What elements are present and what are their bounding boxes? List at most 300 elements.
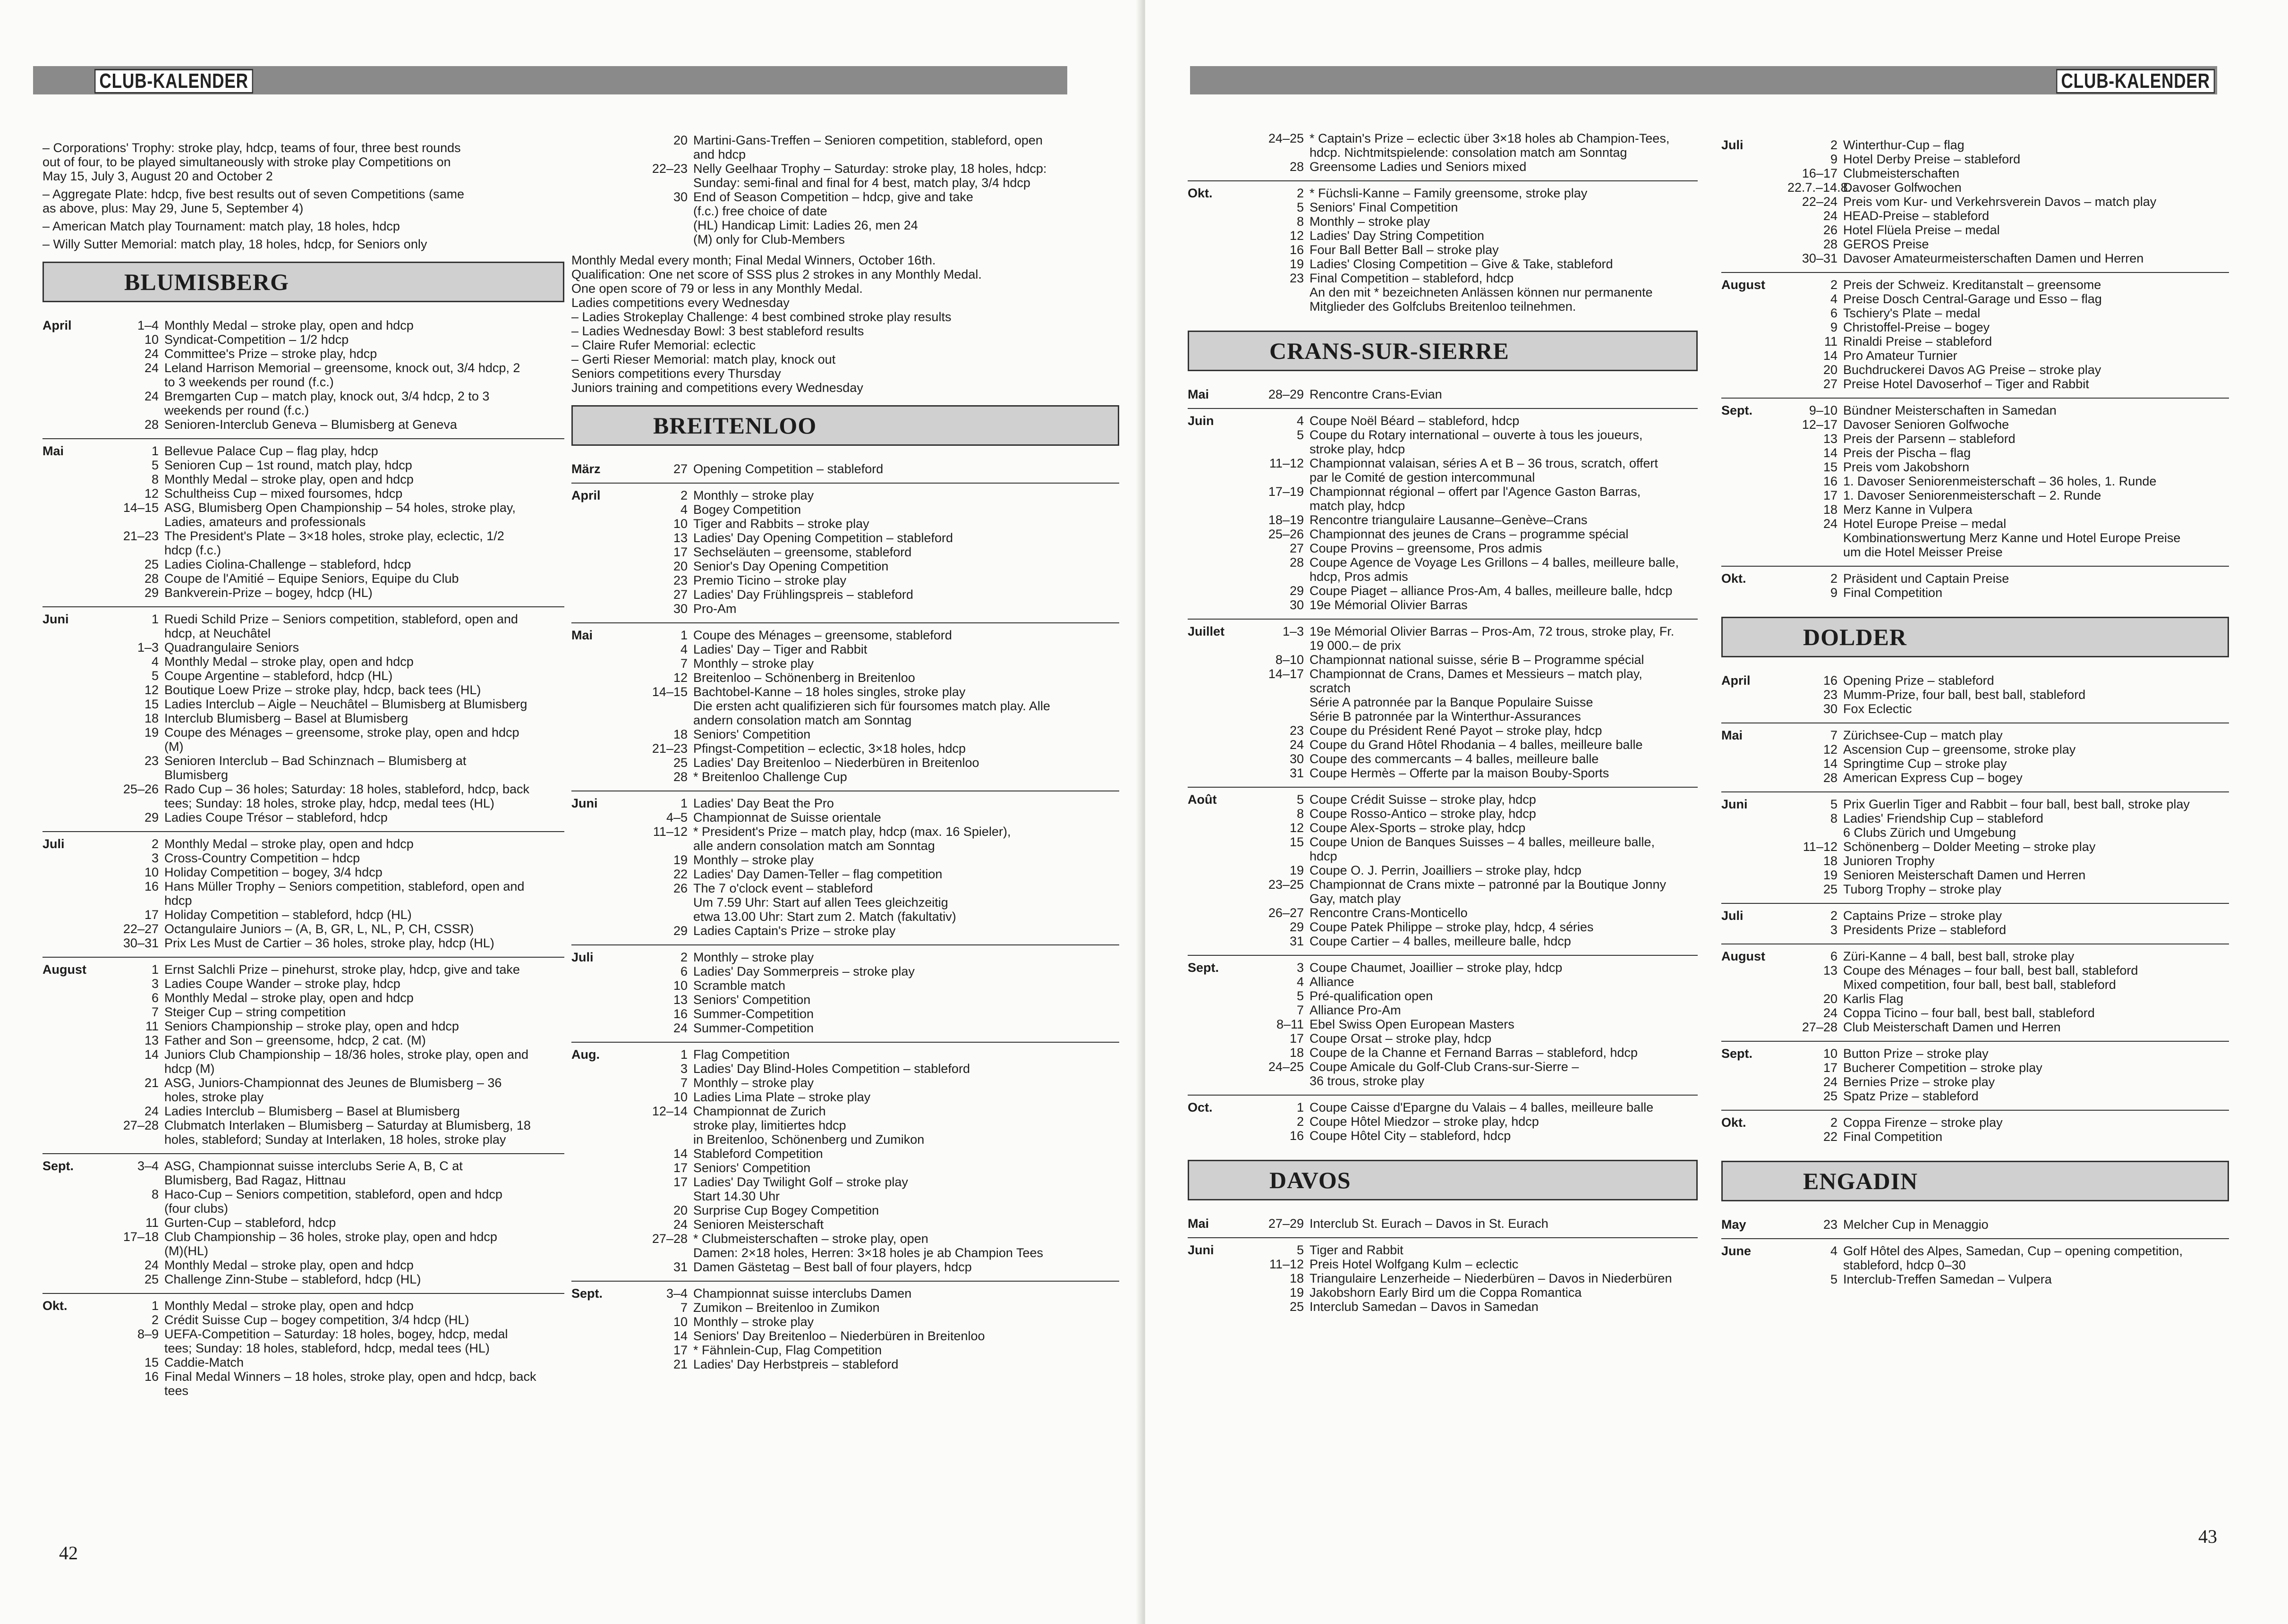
entry-date: 17 (1823, 488, 1837, 502)
entry (1787, 1020, 2229, 1034)
entry (1254, 243, 1698, 257)
entry-text: Championnat national suisse, série B – Programme spécial (1310, 653, 1644, 667)
entry (109, 1272, 564, 1286)
entries (109, 612, 564, 825)
entry (109, 865, 564, 879)
entry-text: Mumm-Prize, four ball, best ball, stableford (1843, 688, 2086, 702)
entry (109, 725, 564, 754)
notes: Monthly Medal every month; Final Medal Winners, October 16th. Qualification: One net score of SSS plus 2 strokes in any Monthly Medal. One open score of 79 or less in any Monthly Medal. Ladies competitions every Wednesday – Ladies Strokeplay Challenge: 4 best combined stroke play results – Ladies Wednesday Bowl: 3 best stableford results – Claire Rufer Memorial: eclectic – Gerti Rieser Memorial: match play, knock out Seniors competitions every Thursday Juniors training and competitions every Wednesday (571, 253, 982, 395)
entry-date: 17 (1823, 1061, 1837, 1075)
entry-text: Bachtobel-Kanne – 18 holes singles, stroke play Die ersten acht qualifizieren sich für foursomes match play. Alle andern consolation match am Sonntag (693, 685, 1050, 727)
entries (638, 1286, 1119, 1371)
entry (1787, 403, 2229, 417)
entry-date: 11 (1824, 334, 1837, 349)
month-row (1188, 961, 1698, 1088)
entry-text: Final Competition – stableford, hdcp An den mit * bezeichneten Anlässen können nur permanente Mitglieder des Golfclubs Breitenloo teilnehmen. (1310, 271, 1653, 314)
entry-text: Prix Guerlin Tiger and Rabbit – four ball, best ball, stroke play (1843, 797, 2190, 811)
entry (638, 1315, 1119, 1329)
entry (1787, 571, 2229, 586)
entry-date: 14–15 (123, 501, 159, 515)
entry (1254, 271, 1698, 314)
month-label: August (1721, 949, 1765, 963)
entry-text: Buchdruckerei Davos AG Preise – stroke play (1843, 363, 2101, 377)
entry (638, 1357, 1119, 1371)
entry-date: 30 (673, 190, 688, 204)
entry-text: Ladies Interclub – Aigle – Neuchâtel – Blumisberg at Blumisberg (164, 697, 527, 711)
entry-text: Championnat de Crans, Dames et Messieurs – match play, scratch Série A patronnée par la Banque Populaire Suisse Série B patronnée par la Winterthur-Assurances (1310, 667, 1642, 723)
entry (1254, 598, 1698, 612)
entry-text: Hotel Flüela Preise – medal (1843, 223, 2000, 237)
entry (109, 936, 564, 950)
entry (638, 796, 1119, 810)
month-block (571, 484, 1119, 623)
entry-text: Senior's Day Opening Competition (693, 559, 889, 573)
entry (638, 756, 1119, 770)
entry (109, 1104, 564, 1118)
entry-text: Bucherer Competition – stroke play (1843, 1061, 2042, 1075)
club-section (1721, 617, 2229, 1150)
left-page (0, 0, 1143, 1624)
month-label: Mai (43, 444, 64, 458)
month-label: Sept. (1188, 961, 1219, 975)
entry-date: 28 (144, 571, 159, 586)
entry (638, 545, 1119, 559)
entry-text: Coupe Provins – greensome, Pros admis (1310, 541, 1542, 555)
entry-date: 18 (144, 711, 159, 725)
entry-text: * Fähnlein-Cup, Flag Competition (693, 1343, 882, 1357)
entry-text: Tschiery's Plate – medal (1843, 306, 1981, 320)
entry-text: Züri-Kanne – 4 ball, best ball, stroke play (1843, 949, 2075, 963)
entry-date: 24 (144, 389, 159, 403)
entry (1787, 909, 2229, 923)
entries (109, 962, 564, 1147)
entry-text: Presidents Prize – stableford (1843, 923, 2007, 937)
entry (109, 1076, 564, 1104)
month-label: Sept. (571, 1286, 603, 1301)
entries (1787, 571, 2229, 600)
entries (1787, 797, 2229, 896)
entry-text: * Breitenloo Challenge Cup (693, 770, 847, 784)
entry-text: Davoser Senioren Golfwoche (1843, 417, 2009, 432)
entry-date: 1 (1296, 1100, 1304, 1114)
month-row (43, 962, 564, 1147)
entry (109, 361, 564, 389)
entry (1787, 502, 2229, 517)
entry-text: Seniors' Competition (693, 993, 811, 1007)
entry (1787, 1046, 2229, 1061)
month-block (571, 945, 1119, 1043)
entry-date: 2 (151, 837, 159, 851)
entry-text: Club Meisterschaft Damen und Herren (1843, 1020, 2061, 1034)
entry (638, 727, 1119, 741)
entry-text: Button Prize – stroke play (1843, 1046, 1989, 1061)
entry-text: Coupe Rosso-Antico – stroke play, hdcp (1310, 807, 1536, 821)
entry-date: 5 (1296, 792, 1304, 807)
entry-text: UEFA-Competition – Saturday: 18 holes, bogey, hdcp, medal tees; Sunday: 18 holes, stableford, hdcp, medal tees (HL) (164, 1327, 508, 1355)
entry-text: 19e Mémorial Olivier Barras – Pros-Am, 72 trous, stroke play, Fr. 19 000.– de prix (1310, 624, 1675, 653)
month-block (1188, 1238, 1698, 1320)
entry-date: 23 (1823, 1217, 1837, 1232)
month-block (571, 623, 1119, 791)
entry (1787, 152, 2229, 166)
entry (1254, 934, 1698, 948)
entry (1787, 1130, 2229, 1144)
entry-text: Pro-Am (693, 602, 737, 616)
entry (109, 810, 564, 825)
entry-text: Prix Les Must de Cartier – 36 holes, stroke play, hdcp (HL) (164, 936, 494, 950)
entry-date: 22.7.–14.8. (1787, 180, 1852, 195)
entry-text: 1. Davoser Seniorenmeisterschaft – 2. Runde (1843, 488, 2101, 502)
entry-text: Senioren Cup – 1st round, match play, hdcp (164, 458, 412, 472)
entry-date: 16 (144, 1369, 159, 1384)
entry (109, 683, 564, 697)
entry-text: Schultheiss Cup – mixed foursomes, hdcp (164, 486, 403, 501)
entry-text: Ascension Cup – greensome, stroke play (1843, 742, 2076, 757)
entry-text: Monthly Medal – stroke play, open and hdcp (164, 318, 414, 332)
entry-date: 19 (673, 853, 688, 867)
right-page (1145, 0, 2288, 1624)
entry-text: Hans Müller Trophy – Seniors competition, stableford, open and hdcp (164, 879, 525, 908)
entries (1787, 1244, 2229, 1286)
entry-text: Monthly – stroke play (693, 1076, 814, 1090)
entry (1254, 1271, 1698, 1285)
entry-text: Ladies' Day Breitenloo – Niederbüren in Breitenloo (693, 756, 979, 770)
entry-text: Coupe Patek Philippe – stroke play, hdcp, 4 séries (1310, 920, 1594, 934)
club-title: BREITENLOO (571, 405, 1119, 446)
entry (1254, 229, 1698, 243)
club-title: CRANS-SUR-SIERRE (1188, 331, 1698, 371)
entry (638, 993, 1119, 1007)
entry-text: Interclub Samedan – Davos in Samedan (1310, 1300, 1539, 1314)
entry (1787, 278, 2229, 292)
entry-text: Ladies' Day String Competition (1310, 229, 1484, 243)
entry (638, 531, 1119, 545)
month-label: Okt. (1721, 571, 1746, 586)
entry-text: Coupe Hôtel City – stableford, hdcp (1310, 1129, 1511, 1143)
entry-text: Championnat régional – offert par l'Agence Gaston Barras, match play, hdcp (1310, 485, 1641, 513)
club-title: BLUMISBERG (43, 262, 564, 302)
month-row (1721, 909, 2229, 937)
month-block (1721, 1239, 2229, 1293)
entry-date: 19 (1823, 868, 1837, 882)
intro-line: – Aggregate Plate: hdcp, five best results out of seven Competitions (same as above, plus: May 29, June 5, September 4) (43, 187, 464, 215)
entry (109, 1047, 564, 1076)
month-row (43, 318, 564, 432)
entry (109, 1355, 564, 1369)
entry-text: Preis Hotel Wolfgang Kulm – eclectic (1310, 1257, 1519, 1271)
entry (109, 571, 564, 586)
month-block (1721, 1213, 2229, 1239)
entry-date: 7 (680, 1301, 688, 1315)
entry-date: 20 (673, 1203, 688, 1217)
entry (109, 1313, 564, 1327)
entry (1254, 1129, 1698, 1143)
entry (109, 1299, 564, 1313)
entries (1254, 186, 1698, 314)
entry-date: 4 (1296, 414, 1304, 428)
entry-text: Four Ball Better Ball – stroke play (1310, 243, 1499, 257)
month-label: April (43, 318, 72, 332)
entries (1254, 961, 1698, 1088)
entry (109, 655, 564, 669)
entries (1254, 131, 1698, 174)
entry-date: 6 (680, 964, 688, 978)
month-label: August (43, 962, 86, 977)
entry-text: Breitenloo – Schönenberg in Breitenloo (693, 671, 915, 685)
month-row (1721, 138, 2229, 265)
entry-date: 25 (144, 557, 159, 571)
month-row (1721, 278, 2229, 391)
entry-text: Tuborg Trophy – stroke play (1843, 882, 2002, 896)
month-label: Juin (1188, 414, 1214, 428)
entry-text: Gurten-Cup – stableford, hdcp (164, 1216, 336, 1230)
entry (109, 851, 564, 865)
entry-date: 7 (680, 1076, 688, 1090)
month-row (1188, 387, 1698, 401)
entries (1787, 278, 2229, 391)
entry (638, 1286, 1119, 1301)
month-row (1188, 186, 1698, 314)
month-block (43, 1294, 564, 1404)
entry (1254, 257, 1698, 271)
entry-text: Opening Competition – stableford (693, 462, 884, 476)
entry-text: Preis der Schweiz. Kreditanstalt – greensome (1843, 278, 2101, 292)
entry-text: Coupe Noël Béard – stableford, hdcp (1310, 414, 1520, 428)
entry-date: 9 (1830, 320, 1837, 334)
entry-text: Coppa Firenze – stroke play (1843, 1115, 2003, 1130)
entry-date: 5 (1830, 797, 1837, 811)
entry-date: 24 (1823, 1075, 1837, 1089)
entry-text: Preis vom Jakobshorn (1843, 460, 1970, 474)
month-row (1188, 1243, 1698, 1314)
entry-text: Senioren Interclub – Bad Schinznach – Blumisberg at Blumisberg (164, 754, 467, 782)
entry-text: Bernies Prize – stroke play (1843, 1075, 1995, 1089)
entry (638, 559, 1119, 573)
entries (109, 444, 564, 600)
entry-date: 1–3 (1282, 624, 1304, 638)
entry (1787, 195, 2229, 209)
entry (109, 908, 564, 922)
month-row (1188, 624, 1698, 780)
club-section (1188, 1160, 1698, 1320)
entry-text: Pré-qualification open (1310, 989, 1433, 1003)
entry-date: 24 (1823, 517, 1837, 531)
entry-date: 15 (1823, 460, 1837, 474)
entry-date: 16 (673, 1007, 688, 1021)
entry-text: Coupe O. J. Perrin, Joailliers – stroke play, hdcp (1310, 863, 1582, 877)
entry-date: 17 (1289, 1031, 1304, 1046)
club-title: DOLDER (1721, 617, 2229, 657)
entry-text: Ladies Coupe Wander – stroke play, hdcp (164, 977, 400, 991)
month-label: Sept. (43, 1159, 74, 1173)
entry (638, 573, 1119, 587)
entry (638, 1260, 1119, 1274)
entry-date: 26 (673, 881, 688, 895)
entry-date: 1 (151, 962, 159, 977)
entries (638, 1047, 1119, 1274)
entry-date: 25 (144, 1272, 159, 1286)
entry (1254, 667, 1698, 723)
entry-date: 2 (1830, 138, 1837, 152)
entry-text: Karlis Flag (1843, 992, 1904, 1006)
entry (109, 837, 564, 851)
entry-text: Ladies Captain's Prize – stroke play (693, 924, 896, 938)
entry-date: 28 (1289, 160, 1304, 174)
entry-text: Monthly – stroke play (693, 950, 814, 964)
entry (1254, 214, 1698, 229)
entry-date: 4 (680, 642, 688, 656)
entry-text: Preis vom Kur- und Verkehrsverein Davos – match play (1843, 195, 2157, 209)
entry-text: Final Competition (1843, 1130, 1943, 1144)
club-section (1188, 331, 1698, 1149)
entry (1787, 377, 2229, 391)
entry (1787, 923, 2229, 937)
entry-text: Jakobshorn Early Bird um die Coppa Romantica (1310, 1285, 1582, 1300)
entry-text: The 7 o'clock event – stableford Um 7.59 Uhr: Start auf allen Tees gleichzeitig etwa 13.00 Uhr: Start zum 2. Match (fakultativ) (693, 881, 956, 924)
entry-text: Coupe Orsat – stroke play, hdcp (1310, 1031, 1492, 1046)
entry (1254, 1114, 1698, 1129)
entry-date: 28 (144, 417, 159, 432)
entry-date: 5 (1296, 200, 1304, 214)
entry-text: Ladies' Day Twilight Golf – stroke play Start 14.30 Uhr (693, 1175, 908, 1203)
entry (1254, 1100, 1698, 1114)
entry-text: Octangulaire Juniors – (A, B, GR, L, NL, P, CH, CSSR) (164, 922, 474, 936)
entry (1787, 209, 2229, 223)
month-label: Okt. (43, 1299, 68, 1313)
entry-text: The President's Plate – 3×18 holes, stroke play, eclectic, 1/2 hdcp (f.c.) (164, 529, 504, 557)
entry (1787, 771, 2229, 785)
entry-text: Seniors Championship – stroke play, open and hdcp (164, 1019, 459, 1033)
entry-date: 2 (1296, 1114, 1304, 1129)
entry (1787, 1217, 2229, 1232)
entry (1254, 160, 1698, 174)
entry-text: Preis der Pischa – flag (1843, 446, 1971, 460)
entry-date: 9–10 (1809, 403, 1837, 417)
entry (638, 1329, 1119, 1343)
entry-text: Preis der Parsenn – stableford (1843, 432, 2016, 446)
month-block (1188, 1212, 1698, 1238)
entry-date: 27 (673, 587, 688, 602)
entry-text: Championnat des jeunes de Crans – programme spécial (1310, 527, 1629, 541)
month-label (1188, 131, 1254, 174)
entry-text: Rencontre triangulaire Lausanne–Genève–Crans (1310, 513, 1588, 527)
entry-date: 9 (1830, 586, 1837, 600)
entry-date: 14 (673, 1329, 688, 1343)
entry-date: 29 (144, 586, 159, 600)
entry-text: Monthly Medal – stroke play, open and hdcp (164, 655, 414, 669)
entry-text: Coupe de l'Amitié – Equipe Seniors, Equipe du Club (164, 571, 459, 586)
entry-text: Interclub St. Eurach – Davos in St. Eurach (1310, 1216, 1548, 1231)
entry-date: 18 (673, 727, 688, 741)
entry-date: 2 (680, 950, 688, 964)
month-label: August (1721, 278, 1765, 292)
month-block (43, 958, 564, 1154)
entry-text: Ladies' Friendship Cup – stableford 6 Clubs Zürich und Umgebung (1843, 811, 2043, 840)
entry-text: Sechseläuten – greensome, stableford (693, 545, 912, 559)
entries (109, 1159, 564, 1286)
entry-date: 20 (1823, 363, 1837, 377)
entry (638, 964, 1119, 978)
month-block (1188, 409, 1698, 620)
entry-text: Stableford Competition (693, 1147, 823, 1161)
entry (109, 697, 564, 711)
column-1 (43, 141, 564, 1404)
entry (638, 1217, 1119, 1232)
entry-date: 2 (680, 488, 688, 502)
entry-date: 11–12 (1269, 1257, 1304, 1271)
entry (638, 1007, 1119, 1021)
entry (638, 1076, 1119, 1090)
entry-text: ASG, Blumisberg Open Championship – 54 holes, stroke play, Ladies, amateurs and professionals (164, 501, 516, 529)
entry-date: 27–28 (1802, 1020, 1837, 1034)
entry (109, 347, 564, 361)
entry-date: 27–28 (652, 1232, 688, 1246)
entry-text: Monthly Medal – stroke play, open and hdcp (164, 837, 414, 851)
entry-date: 7 (680, 656, 688, 671)
entry (1254, 792, 1698, 807)
entries (638, 796, 1119, 938)
entry-text: Bremgarten Cup – match play, knock out, 3/4 hdcp, 2 to 3 weekends per round (f.c.) (164, 389, 490, 417)
entry (1254, 1300, 1698, 1314)
entry-date: 2 (1830, 1115, 1837, 1130)
entry (638, 810, 1119, 825)
entry (638, 924, 1119, 938)
entry (638, 602, 1119, 616)
month-label: April (571, 488, 601, 502)
entry-text: Senioren Meisterschaft (693, 1217, 824, 1232)
entry-date: 27–28 (123, 1118, 159, 1132)
entry-text: Ladies' Day Blind-Holes Competition – stableford (693, 1062, 970, 1076)
entry-text: Monthly – stroke play (693, 1315, 814, 1329)
entry-date: 2 (151, 1313, 159, 1327)
entry (1787, 757, 2229, 771)
entry-date: 8–9 (137, 1327, 159, 1341)
entry-date: 28 (673, 770, 688, 784)
entry-date: 29 (1289, 920, 1304, 934)
entry-text: Monthly – stroke play (1310, 214, 1430, 229)
month-block (1188, 127, 1698, 181)
entry-text: Ladies Interclub – Blumisberg – Basel at Blumisberg (164, 1104, 460, 1118)
entry-date: 14 (1823, 757, 1837, 771)
entry-text: Captains Prize – stroke play (1843, 909, 2002, 923)
month-row (571, 1047, 1119, 1274)
entry (638, 1301, 1119, 1315)
month-block (1721, 399, 2229, 567)
entry-date: 3–4 (137, 1159, 159, 1173)
entry-date: 8 (151, 1187, 159, 1201)
entry-text: Summer-Competition (693, 1021, 814, 1035)
month-block (1188, 956, 1698, 1096)
month-label: Juni (571, 796, 598, 810)
month-row (1721, 1115, 2229, 1144)
entry (638, 488, 1119, 502)
entry (1254, 835, 1698, 863)
entry-text: 19e Mémorial Olivier Barras (1310, 598, 1468, 612)
entry-date: 19 (1289, 1285, 1304, 1300)
entry-date: 18 (1289, 1046, 1304, 1060)
entry-date: 1–3 (137, 640, 159, 655)
entry (638, 1062, 1119, 1076)
entry-date: 21 (144, 1076, 159, 1090)
entry-date: 3 (1296, 961, 1304, 975)
entry-date: 16–17 (1802, 166, 1837, 180)
entry (109, 444, 564, 458)
entry (109, 1005, 564, 1019)
entry-date: 30 (1289, 598, 1304, 612)
month-block (571, 1043, 1119, 1282)
entry-date: 23 (1289, 723, 1304, 738)
month-label: Juni (1721, 797, 1748, 811)
